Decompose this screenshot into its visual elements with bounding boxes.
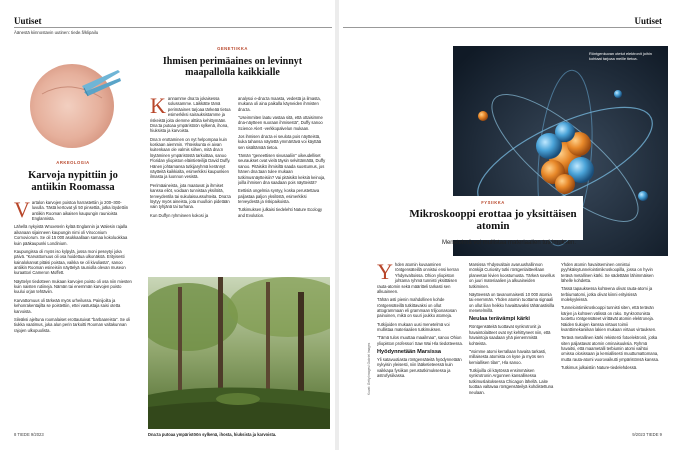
paragraph: Sileäksi ajeltuna roomalaiset erottautuivat "barbaareista". Se oli tiukka vaatimus, joka alun perin tarkoitti Rooman valtakunnan rajojen ulkopuolista. xyxy=(14,316,131,333)
dropcap: K xyxy=(150,96,166,118)
paragraph: Yli satavuotiasta röntgensäteitä hyödynnetään nykyisin yleisesti, niin lääketieteessä kuin vaikkapa fysiikan perustutkimuksessa ja astrofysiikassa. xyxy=(377,357,462,379)
physics-article-col1 xyxy=(377,262,463,428)
section-label: Uutiset xyxy=(634,16,662,26)
paragraph: Näyttelyn tiedotteen mukaan karvojen poisto oli osa niin miesten kuin naisten rutiineja. Nämän tai enemmän karvojen poisto kuului orjan tehtäviin. xyxy=(14,278,132,295)
paragraph: Tutkimus julkaistiin Nature-tiedelehdessä. xyxy=(561,365,638,371)
image-caption: Röntgenkuvan otetut elektronit joihin kohtaat tarjoaa meille tietoa. xyxy=(589,51,652,61)
paragraph: annamme dna:ta jokaisessa solussamme. Läikkätte tämä perimäaines tarjoaa tärkeää tietoa esimerkiksi sairauksistamme ja riskeistä joita olemme alttiita kehittymään. Dna:ta putoaa ympäristöön sylkenä, ihona, hiuksista ja karvoista. xyxy=(150,96,231,134)
dropcap: Y xyxy=(377,262,393,284)
paragraph: "Tämä tulos muuttaa maailmaa", sanoo Ohion yliopiston professori Saw Wai Hla tiedotteessa. xyxy=(377,335,463,346)
photo-credit: Kuvat: Getty Images/ Gabriel Images xyxy=(367,342,371,395)
physics-kicker: FYSIIKKA xyxy=(481,200,505,205)
header-rule xyxy=(14,27,332,28)
paragraph: Näytteessä on tavanomaisesti 10 000 atomia tai enemmän. Yhden atomin tuottama signaali on ollut liian heikko havaittavaksi tähänastisilla menetelmillä. xyxy=(469,291,555,314)
paragraph: Dna:n erottaminen on nyt helpompaa kuin koskaan aiemmin. Yhteiskunta ei aivan kuitenkaan ole valmis siihen, mitä dna:n löytäminen ympäristöstä tarkoittaa, sanoo Floridan yliopiston eläintieteilijä David Duffy. Hänen johtamansa tutkijaryhmä kerännyt näytteitä kaikkialta, esimerkiksi kaupunkien ilmasta ja luonnon vesistä. xyxy=(150,136,231,180)
paragraph: Tässä tapauksessa kohteena olivat rauta-atomi ja terbiumatomi, jotka olivat kiinni erityisissä molekyyleissä. xyxy=(561,286,653,303)
genetics-headline: Ihmisen perimäaines on levinnyt maapallolla kaikkialle xyxy=(162,56,303,78)
section-label: Uutiset xyxy=(14,16,42,26)
paragraph: artalon karvojen poistoa harrastettiin jo 200–300-luvulla. Tästä kertovat yli 50 pinsettiä, jotka löydettiin antiikin Rooman aikaisen kaupungin raunioista Englannista. xyxy=(31,200,129,222)
paragraph: "Useimmiten laatu vastaa sitä, että ottaisimme dna-näytteen suoraan ihmisestä", Duffy sanoo Science Alert -verkkopalvelun mukaan. xyxy=(238,115,323,131)
paragraph: Eettisiä ongelmia syntyy, koska perustettava paljastaa paljon yksilöstä, esimerkiksi terveydestä ja riskipaikoista. xyxy=(238,188,320,205)
paragraph: Karvattomuus oli tärkeää myös urheilussa. Painijoilta ja kehonrakentajilta se poistettiin, ettei vastustaja saisi otetta karvoista. xyxy=(14,297,121,314)
paragraph: Tähän asti pienin mahdollinen kohde röntgensäteillä tutkittavaksi on ollut attogrammaan eli grammaan triljoonasosan painoinen, mikä on suuri joukko atomeja. xyxy=(377,297,457,319)
paragraph: Tunnelointimikroskooppi tunnisti siten, että terävän kärjen ja kohteen välissä on rako. Synkrotronista tuotettu röntgensäteet virittävät atomin elektroneja. Näiden tiukojen kanssa virtaus toimii kvanttimekaniikan lakien mukaan virtaus virtauksen. xyxy=(561,305,657,333)
tweezers-photo xyxy=(22,58,126,150)
paragraph: Tutkimuksen julkaisi tiedelehti Nature Ecology and Evolution. xyxy=(238,207,323,218)
paragraph: Tämän "geneettisen sivusaaliin" oikeudelliset seuraukset ovat vielä täysin selvittämättä, Duffy sanoo. Pitäisikö ihmisiltä saada suostumus, jos hänen dna:taan tulee mukaan tutkimusnäytteisiin? Vai pitäisikö keksiä keinoja, joilla ihmisen dna saadaan pois näytteistä? xyxy=(238,153,326,186)
paragraph: Tutkijoilla oli käytössä ensimmäisen synkrotronin Argonnen kansallisessa tutkimuslaitoksessa Chicagon lähellä. Laite tuottaa valtavaa röntgensäteilyä kohdistettuna neulaan. xyxy=(469,367,554,395)
archaeology-headline: Karvoja nypittiin jo antiikin Roomassa xyxy=(28,170,118,193)
paragraph: Röntgensäteitä tuottavat synkrotronit ja havaintolaitteet ovat nyt kehittyneet niin, että havaintoja saadaan yhä pienemmistä kohteista. xyxy=(469,324,551,346)
paragraph: analysoi e-dna:ta maasta, vedestä ja ilmasta, mukana oli aina paikalla käyneiden ihmisten dna:ta. xyxy=(238,96,321,112)
paragraph: Tutkijoiden mukaan uusi menetelmä voi mullistaa materiaalien tutkimuksen. xyxy=(377,321,450,333)
dropcap: V xyxy=(14,200,30,222)
paragraph: Terävä metallinen kärki rekisteröi fotoelektronit, jotka siten paljastavat atomin ominaisuuksia. Ryhmä havaitsi, että maametalli terbiumin atomi vaihtoi omissa olosissaan ja kemiallisesti muuttumattomana, mutta rauta-atomi vuorovaikutti ympäristönsä kanssa. xyxy=(561,335,660,362)
paragraph: Jos ihmisen dna:ta ei seulota pois näytteistä, kuka tahansa näytettä ymmärtävä voi käyttää sen sisältämää tietoa. xyxy=(238,134,322,150)
section-subtitle: Äänestä kiinnostavin uutinen: tiede.fi/klipailu xyxy=(14,30,99,35)
forest-photo-caption: Dna:ta putoaa ympäristöön sylkenä, ihosta, hiuksista ja karvoista. xyxy=(148,432,277,437)
paragraph: Kaupungissa oli myös iso kylpylä, jossa moni peseytyi joka päivä. "Karvattomuus oli osa hoidettua ulkonäköä. Erityisesti kainalokarvat pitäisi poistaa, vaikka se oli kivuliasta", sanoo antiikin Rooman esineisiin näyttelyä rauniolla olevan museon kuraattori Cameron Moffett. xyxy=(14,248,126,276)
left-page xyxy=(0,0,335,450)
right-page xyxy=(339,0,674,450)
paragraph: Lähellä nykyistä Wroxeterin kylää Englannin ja Walesin rajalla aikanaan sijainneen kaupungin nimi oli Viroconium Cornoviorum. Se oli 15 000 asukkaallaan samaa kokoluokkaa kuin pääkaupunki Londinium. xyxy=(14,224,128,246)
page-folio: 9/2023 TIEDE 9 xyxy=(632,432,662,437)
physics-article-col2 xyxy=(469,262,555,428)
genetics-article-col1 xyxy=(150,96,232,272)
archaeology-article xyxy=(14,200,132,425)
archaeology-kicker: ARKEOLOGIA xyxy=(56,160,90,165)
paragraph: Kun Duffyn ryhmineen kokosi ja xyxy=(150,212,209,218)
physics-article-col3 xyxy=(561,262,661,428)
genetics-kicker: GENETIIKKA xyxy=(217,46,248,51)
forest-photo xyxy=(148,277,330,429)
physics-deck: Menetelmä voi mullistaa materiaalien tutkimuksen. xyxy=(441,240,577,246)
subheading: Hyödynnetään Marsissa xyxy=(377,349,442,356)
genetics-article-col2 xyxy=(238,96,326,272)
physics-headline: Mikroskooppi erottaa jo yksittäisen atomin xyxy=(409,208,577,233)
paragraph: Yhden atomin havaitseminen onnistui pyyhkäisytunnelointimikroskoopilla, jossa on hyvin terävä metallinen kärki. Se sädettään lähimmäisen lähelle kohdetta. xyxy=(561,262,654,284)
page-folio: 8 TIEDE 9/2023 xyxy=(14,432,44,437)
header-rule xyxy=(343,27,661,28)
paragraph: Perimäaineista, jota maatuvat ja ihmiset kanssa eliöt, voidaan tunnistaa yksilöitä, terveydentila tai sukulaisuussuhteita. Dna:ta löytyy myös aineista, jota muulloin pidetään vain tyhjänä tai turhana. xyxy=(150,182,231,210)
paragraph: hden atomin kuvaaminen röntgensäteillä onnistui ensi kerran Yhdysvaltoissa. Ohion yliopiston johtama ryhmä tunnisti yksittäisen rauta-atomin sekä määritteli tarkasti sen alkuaineen. xyxy=(377,262,459,295)
subheading: Neulaa terävämpi kärki xyxy=(469,316,530,323)
paragraph: "Voimme atomi kerrallaan havaita tarkasti, millaisesta atomista on kyse ja myös sen kemiallisen tilan", Hla sanoo. xyxy=(469,348,547,365)
paragraph: Marsissa Yhdysvaltain avaruushallinnon mönkijä Curiosity tutki röntgenlaitteellaan planeetan kivien koostumusta. Tärkeä sovellus on juuri materiaalien ja alkuaineiden tutkiminen. xyxy=(469,262,555,289)
